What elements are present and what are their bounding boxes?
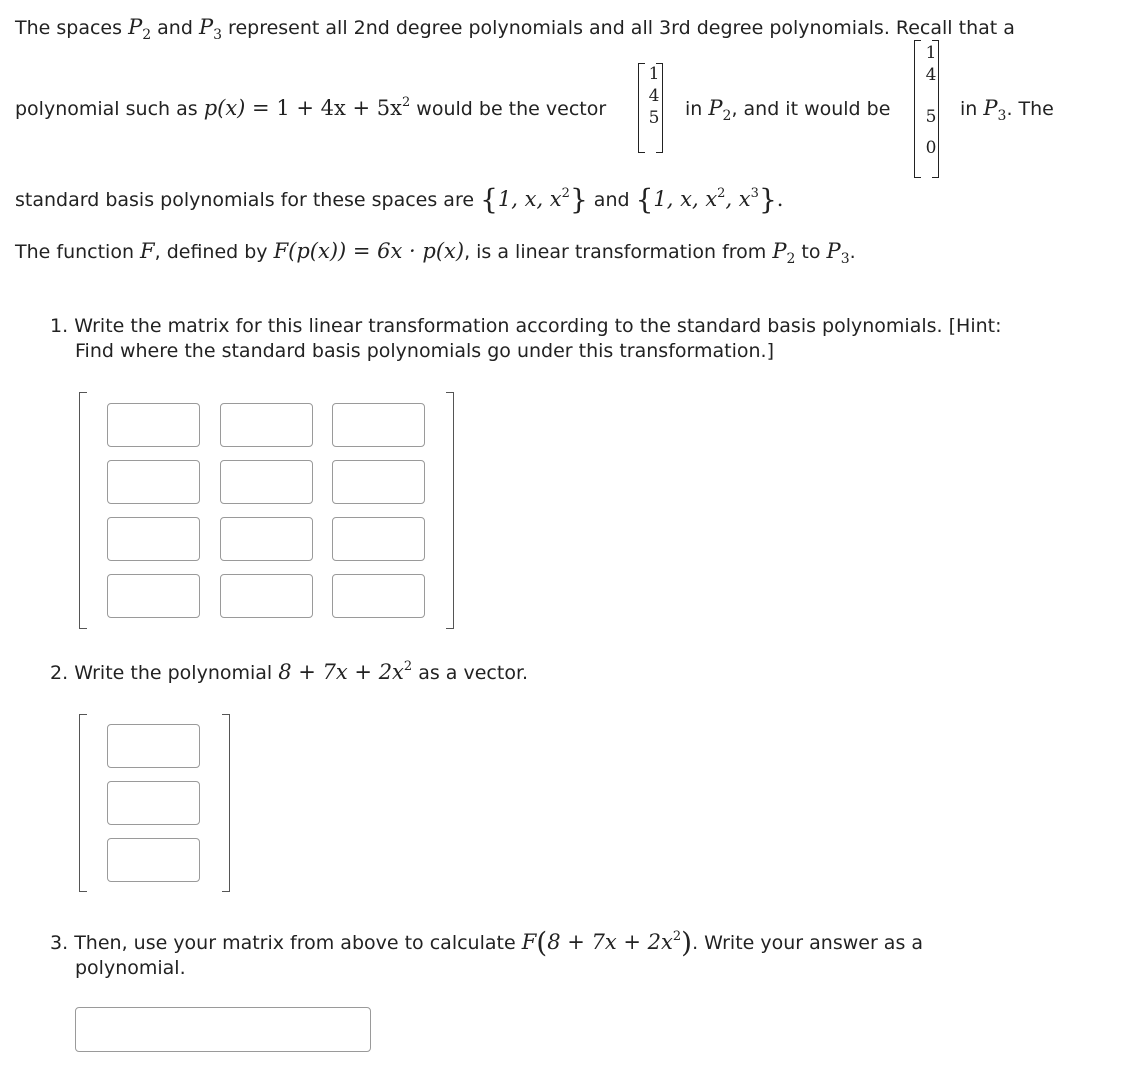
intro-text: polynomial such as: [15, 98, 204, 120]
intro-text: .: [849, 241, 856, 263]
vector-p2-entry: 5: [648, 108, 660, 128]
intro-line-2: [15, 96, 606, 120]
intro-text: standard basis polynomials for these spaces are: [15, 189, 481, 211]
vector-p3-entry: 5: [925, 107, 937, 127]
vector-p2-entry: 4: [648, 86, 660, 106]
space-p3: $P_3$: [826, 239, 850, 267]
intro-text: would be the vector: [410, 98, 607, 120]
intro-text: The function: [15, 241, 141, 263]
poly-rhs: = $1 + 4x + 5x^2$: [252, 95, 411, 120]
q3-line-2: [75, 957, 186, 979]
intro-text: , is a linear transformation from: [464, 241, 773, 263]
q2-vector-right-bracket: [222, 714, 230, 892]
poly-lhs: p(x): [203, 96, 246, 120]
q3-number: 3.: [50, 932, 69, 954]
q1-matrix-cell[interactable]: [107, 574, 200, 618]
q1-matrix-cell[interactable]: [220, 517, 313, 561]
q2-polynomial: $8 + 7x + 2x^2$: [278, 659, 413, 684]
q2-outro: as a vector.: [412, 662, 529, 684]
vector-p3-entry: 1: [925, 43, 937, 63]
q3-function-F: F: [521, 930, 537, 954]
q1-matrix-cell[interactable]: [220, 574, 313, 618]
q1-matrix-cell[interactable]: [332, 460, 425, 504]
q2-vector-cell[interactable]: [107, 838, 200, 882]
q1-matrix-cell[interactable]: [107, 460, 200, 504]
q1-matrix-right-bracket: [446, 392, 454, 629]
vector-p3-entry: 4: [925, 65, 937, 85]
q1-line-1: Write the matrix for this linear transformation according to the standard basis polynomials. [Hint:: [74, 315, 1002, 337]
q2-intro: Write the polynomial: [74, 662, 279, 684]
intro-text: , and it would be: [731, 98, 891, 120]
intro-line-3: [15, 180, 784, 216]
space-p2: $P_2$: [128, 15, 152, 43]
q2-number: 2.: [50, 662, 69, 684]
intro-text: .: [776, 187, 784, 211]
function-definition: F(p(x)) = 6x · p(x): [273, 239, 465, 263]
q1-matrix-cell[interactable]: [332, 574, 425, 618]
q1-matrix-left-bracket: [79, 392, 87, 629]
vector-p2-left-bracket: [638, 63, 645, 153]
space-p2: $P_2$: [708, 96, 732, 124]
basis-p2: {1, x, $x^2$}: [480, 183, 588, 216]
vector-p2-right-bracket: [656, 63, 663, 153]
q3-intro: Then, use your matrix from above to calculate: [74, 932, 522, 954]
q1-matrix-cell[interactable]: [220, 403, 313, 447]
vector-p3-left-bracket: [914, 40, 921, 178]
intro-text: The spaces: [15, 17, 129, 39]
q1-matrix-cell[interactable]: [332, 517, 425, 561]
q1-matrix-cell[interactable]: [107, 403, 200, 447]
intro-text: represent all 2nd degree polynomials and all 3rd degree polynomials. Recall that a: [222, 17, 1015, 39]
q2-vector-left-bracket: [79, 714, 87, 892]
intro-text: . The: [1006, 98, 1054, 120]
intro-line-1: [15, 15, 1015, 43]
intro-text: in: [685, 98, 709, 120]
q1-matrix-cell[interactable]: [220, 460, 313, 504]
basis-p3: {1, x, $x^2$, $x^3$}: [635, 183, 777, 216]
q3-outro: . Write your answer as a: [692, 932, 924, 954]
q3-close-paren: ): [681, 926, 693, 959]
vector-p3-entry: 0: [925, 138, 937, 158]
intro-line-4: [15, 239, 856, 267]
q1-line-2: Find where the standard basis polynomials go under this transformation.]: [75, 340, 774, 362]
q2-vector-cell[interactable]: [107, 724, 200, 768]
function-F: F: [140, 239, 155, 263]
intro-text: and: [587, 189, 636, 211]
q2-text: [50, 660, 528, 684]
space-p3: $P_3$: [198, 15, 223, 43]
q3-line-2-text: polynomial.: [75, 957, 186, 979]
intro-text: , defined by: [154, 241, 274, 263]
intro-text: and: [151, 17, 199, 39]
q3-open-paren: (: [536, 926, 548, 959]
space-p3: $P_3$: [983, 96, 1007, 124]
vector-p3-right-bracket: [932, 40, 939, 178]
q3-answer-input[interactable]: [75, 1007, 371, 1052]
q1-text: [50, 314, 1002, 364]
q1-number: 1.: [50, 315, 69, 337]
intro-line-2c: [960, 96, 1054, 124]
intro-text: to: [795, 241, 827, 263]
space-p2: $P_2$: [772, 239, 796, 267]
intro-text: in: [960, 98, 984, 120]
q1-matrix-cell[interactable]: [332, 403, 425, 447]
vector-p2-entry: 1: [648, 64, 660, 84]
intro-line-2b: [685, 96, 891, 124]
q3-text: [50, 925, 923, 961]
q1-matrix-cell[interactable]: [107, 517, 200, 561]
q2-vector-cell[interactable]: [107, 781, 200, 825]
q3-polynomial: $8 + 7x + 2x^2$: [547, 929, 682, 954]
